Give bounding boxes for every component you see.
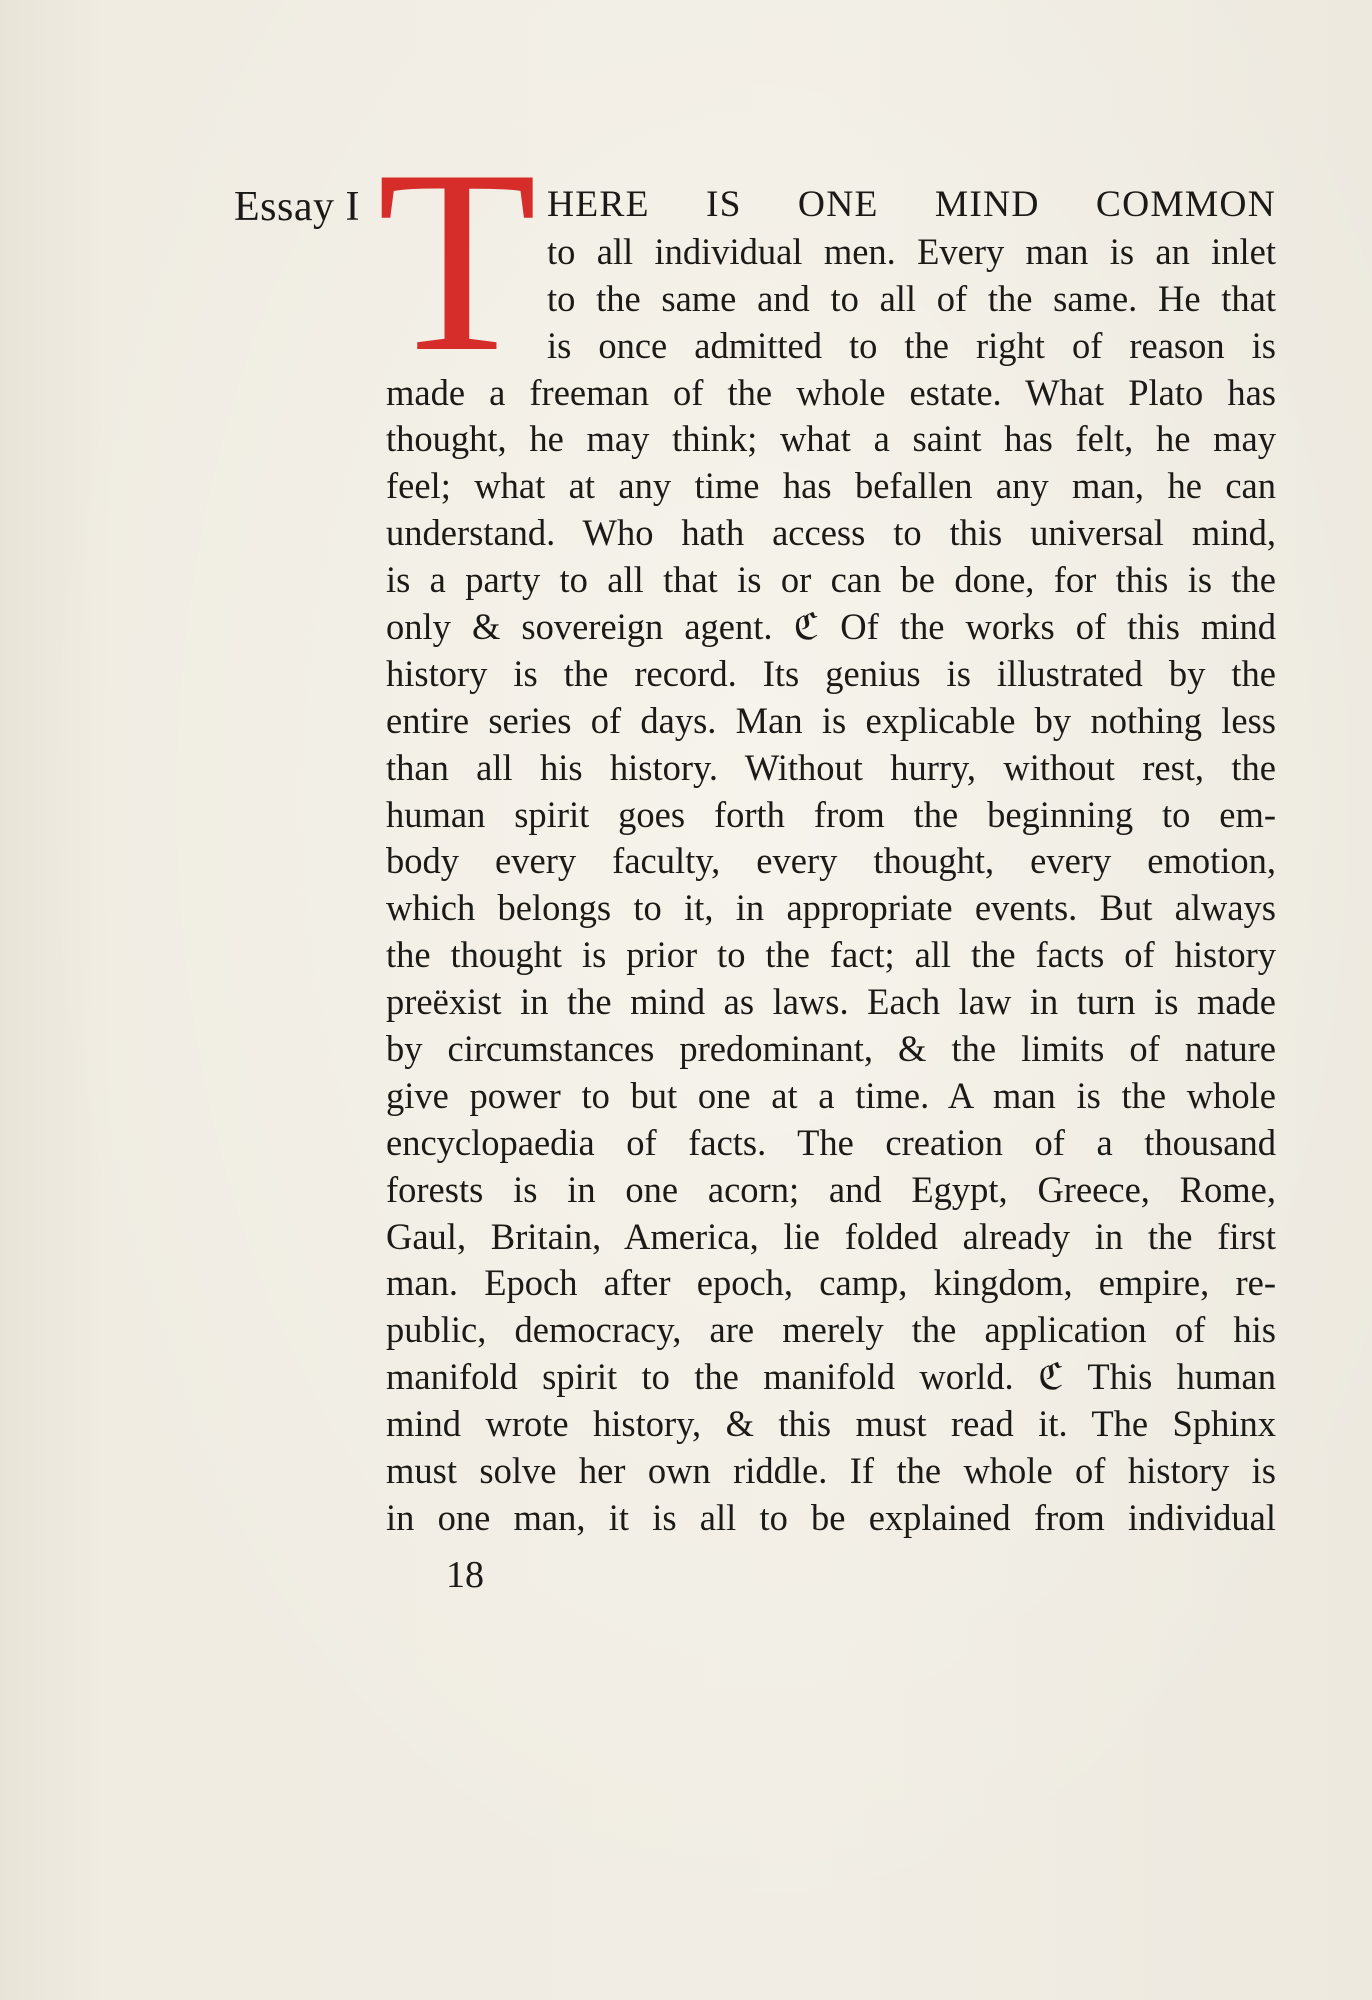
text-line: entire series of days. Man is explicable by nothing less [386,699,1276,741]
text-line: in one man, it is all to be explained from individual [386,1496,1276,1538]
text-line: manifold spirit to the manifold world. ℭ This human [386,1356,1276,1398]
text-line: is a party to all that is or can be done, for this is the [386,559,1276,601]
text-line: understand. Who hath access to this universal mind, [386,512,1276,554]
text-line: to all individual men. Every man is an inlet [547,230,1276,272]
text-line: must solve her own riddle. If the whole of history is [386,1450,1276,1492]
text-line: preëxist in the mind as laws. Each law in turn is made [386,981,1276,1023]
text-line: Gaul, Britain, America, lie folded already in the first [386,1215,1276,1257]
text-line: to the same and to all of the same. He that [547,277,1276,319]
text-line: mind wrote history, & this must read it. The Sphinx [386,1403,1276,1445]
essay-body-text [386,182,1276,1542]
text-line: thought, he may think; what a saint has felt, he may [386,418,1276,460]
text-line: is once admitted to the right of reason is [547,324,1276,366]
text-line: give power to but one at a time. A man is the whole [386,1074,1276,1116]
text-line: encyclopaedia of facts. The creation of a thousand [386,1121,1276,1163]
text-line: HERE IS ONE MIND COMMON [547,184,1276,225]
text-line: made a freeman of the whole estate. What Plato has [386,371,1276,413]
page-number: 18 [446,1554,484,1596]
text-line: history is the record. Its genius is illustrated by the [386,652,1276,694]
text-line: than all his history. Without hurry, without rest, the [386,746,1276,788]
text-line: which belongs to it, in appropriate events. But always [386,887,1276,929]
text-line: body every faculty, every thought, every emotion, [386,840,1276,882]
text-line: man. Epoch after epoch, camp, kingdom, empire, re- [386,1262,1276,1304]
text-line: by circumstances predominant, & the limits of nature [386,1028,1276,1070]
text-line: public, democracy, are merely the application of his [386,1309,1276,1351]
text-line: only & sovereign agent. ℭ Of the works of this mind [386,606,1276,648]
running-head: Essay I [234,184,360,230]
text-line: forests is in one acorn; and Egypt, Greece, Rome, [386,1168,1276,1210]
text-line: human spirit goes forth from the beginning to em- [386,793,1276,835]
drop-cap: T [376,116,538,406]
text-line: the thought is prior to the fact; all the facts of history [386,934,1276,976]
text-line: feel; what at any time has befallen any man, he can [386,465,1276,507]
